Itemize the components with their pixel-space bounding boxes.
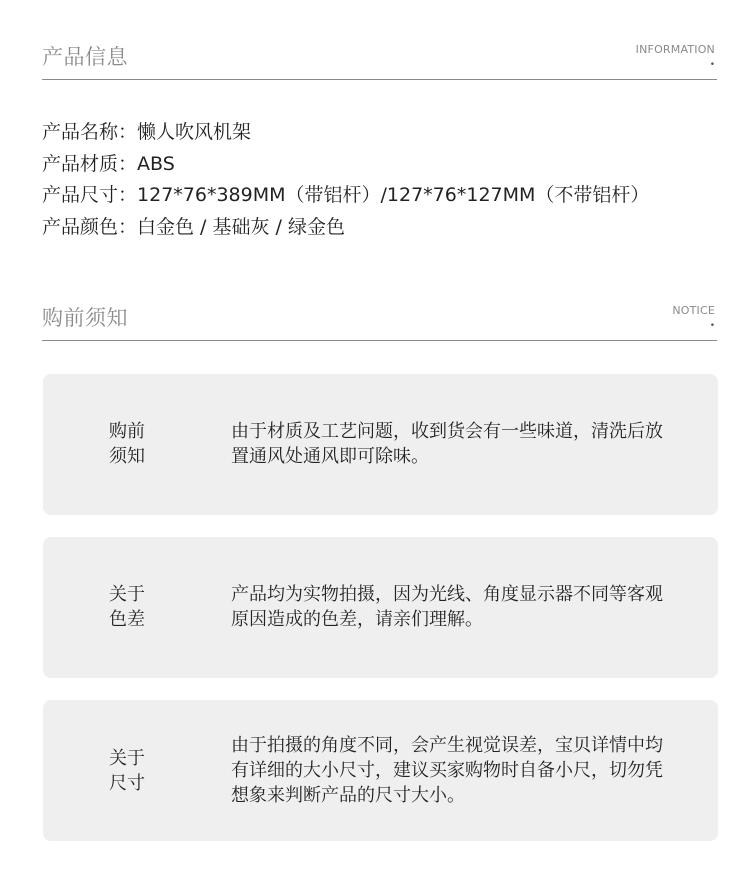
notice-card-purchase bbox=[43, 374, 718, 515]
dot-marker-icon: • bbox=[709, 321, 715, 331]
card-title-line: 购前 bbox=[109, 421, 145, 442]
product-info-list bbox=[42, 117, 732, 243]
section-english-label: INFORMATION bbox=[635, 43, 715, 56]
info-row-name bbox=[42, 117, 732, 149]
product-info-header bbox=[42, 39, 717, 80]
section-title: 购前须知 bbox=[42, 306, 128, 330]
card-title bbox=[109, 582, 165, 632]
info-label: 产品名称： bbox=[42, 121, 138, 143]
notice-header bbox=[42, 300, 717, 341]
info-value: 懒人吹风机架 bbox=[137, 121, 252, 143]
info-row-size bbox=[42, 180, 732, 212]
notice-card-size bbox=[43, 700, 718, 841]
section-english-label: NOTICE bbox=[672, 304, 715, 317]
info-label: 产品材质： bbox=[42, 152, 138, 175]
section-title: 产品信息 bbox=[42, 45, 128, 69]
dot-marker-icon: • bbox=[709, 60, 715, 70]
info-label: 产品尺寸： bbox=[42, 184, 138, 206]
info-value: 127*76*389MM（带铝杆）/127*76*127MM（不带铝杆） bbox=[137, 184, 650, 206]
notice-card-color bbox=[43, 537, 718, 678]
card-text: 由于拍摄的角度不同，会产生视觉误差，宝贝详情中均有详细的大小尺寸，建议买家购物时自备小尺，切勿凭想象来判断产品的尺寸大小。 bbox=[231, 735, 663, 806]
card-text: 产品均为实物拍摄，因为光线、角度显示器不同等客观原因造成的色差，请亲们理解。 bbox=[231, 584, 663, 630]
card-title bbox=[109, 419, 165, 469]
card-text: 由于材质及工艺问题，收到货会有一些味道，清洗后放置通风处通风即可除味。 bbox=[231, 421, 663, 467]
card-title-line: 关于 bbox=[109, 584, 145, 605]
card-title-line: 关于 bbox=[109, 748, 145, 769]
info-row-color bbox=[42, 212, 732, 244]
info-label: 产品颜色： bbox=[42, 215, 138, 238]
info-row-material bbox=[42, 149, 732, 181]
card-title-line: 尺寸 bbox=[109, 773, 145, 794]
card-title-line: 须知 bbox=[109, 446, 145, 467]
card-title bbox=[109, 746, 165, 796]
card-title-line: 色差 bbox=[109, 609, 145, 630]
info-value: 白金色 / 基础灰 / 绿金色 bbox=[137, 215, 345, 238]
info-value: ABS bbox=[137, 152, 175, 175]
